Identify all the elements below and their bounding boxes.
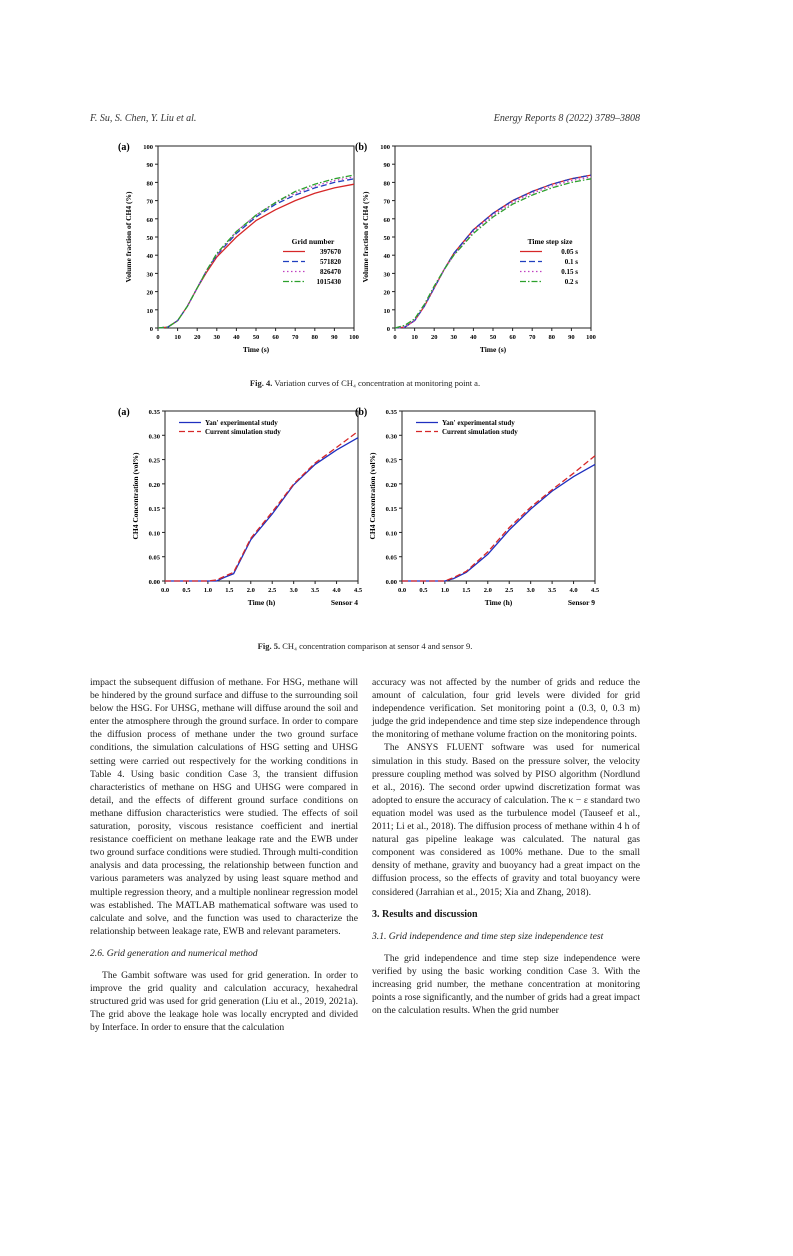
paragraph: accuracy was not affected by the number of grids and reduce the amount of calculation, four grid levels were divided for grid independence verification. Set monitoring point a (0.3, 0, 0.3 m) judge the grid independence and time step size independence through the monitoring of methane volume fraction on the monitoring points. (372, 677, 640, 741)
x-tick-label: 30 (213, 334, 221, 341)
legend-title: Time step size (527, 237, 573, 246)
y-tick-label: 10 (146, 307, 153, 315)
y-tick-label: 20 (383, 289, 390, 297)
series-line (165, 438, 358, 581)
x-tick-label: 3.5 (548, 587, 557, 594)
legend-entry: 0.15 s (561, 268, 578, 276)
y-tick-label: 70 (146, 198, 153, 206)
x-tick-label: 1.0 (203, 587, 212, 594)
y-tick-label: 0.05 (385, 554, 397, 562)
paragraph: The ANSYS FLUENT software was used for numerical simulation in this study. Based on the pressure solver, the velocity pressure coupling method was solved by PISO algorithm (Nordlund et al., 2016). The second order upwind discretization format was adopted to ensure the accuracy of calculation. The κ − ε standard two equation model was used as the turbulence model (Tauseef et al., 2011; Li et al., 2018). The diffusion process of methane within 4 h of natural gas pipeline leakage was calculated. The natural gas component was considered as 100% methane. Due to the small density of methane, gravity and buoyancy had a great impact on the diffusion process, so the effects of gravity and total buoyancy were considered (Jarrahian et al., 2015; Xia and Zhang, 2018). (372, 742, 640, 898)
x-tick-label: 50 (252, 334, 260, 341)
legend-entry: 826470 (320, 268, 341, 276)
y-tick-label: 0.10 (148, 530, 160, 538)
x-tick-label: 30 (450, 334, 458, 341)
y-tick-label: 30 (383, 271, 390, 279)
y-tick-label: 0.30 (148, 433, 160, 441)
fig5-caption (90, 641, 640, 651)
fig4-caption-text: Variation curves of CH₄ concentration at monitoring point a. (274, 378, 481, 388)
y-tick-label: 30 (146, 271, 153, 279)
running-header-authors: F. Su, S. Chen, Y. Liu et al. (90, 113, 197, 124)
x-tick-label: 70 (291, 334, 299, 341)
x-tick-label: 2.5 (268, 587, 277, 594)
fig5-caption-text: CH₄ concentration comparison at sensor 4 and sensor 9. (282, 641, 473, 651)
y-tick-label: 60 (383, 216, 390, 224)
x-tick-label: 0.0 (397, 587, 407, 594)
y-tick-label: 100 (380, 144, 390, 151)
x-axis-label: Time (s) (479, 345, 507, 354)
paragraph: impact the subsequent diffusion of methane. For HSG, methane will be hindered by the ground surface and diffuse to the surrounding soil below the HSG. For UHSG, methane will diffuse around the soil and enter the atmosphere through the ground surface. In order to compare the diffusion process of methane under the two ground surface conditions, the simulation calculations of HSG setting and UHSG setting were carried out respectively for the working conditions in Table 4. Using basic condition Case 3, the transient diffusion characteristics of methane on HSG and UHSG were compared in detail, and the effects of different ground surface conditions on methane diffusion characteristics were studied. The effects of soil saturation, porosity, viscous resistance coefficient and inertial resistance coefficient on methane leakage rate and the EWB under two ground surface conditions were studied. Through multi-condition analysis and data processing, the relationship between function and various parameters was analyzed by using least square method and multiple regression theory, and a multiple nonlinear regression model was established. The MATLAB mathematical software was used to calculate and solve, and the function was used to characterize the relationship between leakage rate, EWB and relevant parameters. (90, 677, 358, 937)
y-tick-label: 0.15 (385, 506, 397, 514)
x-tick-label: 80 (311, 334, 319, 341)
x-tick-label: 10 (174, 334, 181, 341)
y-tick-label: 20 (146, 289, 153, 297)
legend-entry: Current simulation study (442, 428, 518, 436)
x-tick-label: 2.5 (505, 587, 514, 594)
x-tick-label: 90 (331, 334, 338, 341)
legend-entry: 1015430 (316, 278, 341, 286)
y-tick-label: 0.10 (385, 530, 397, 538)
y-tick-label: 0 (149, 326, 153, 333)
x-tick-label: 4.5 (590, 587, 600, 594)
x-tick-label: 80 (548, 334, 556, 341)
x-axis-label: Time (h) (484, 598, 513, 607)
x-tick-label: 0 (393, 334, 397, 341)
fig4-panel-b-letter: (b) (355, 142, 368, 153)
x-tick-label: 90 (568, 334, 575, 341)
legend-entry: 0.2 s (564, 278, 578, 286)
x-tick-label: 50 (489, 334, 497, 341)
y-tick-label: 50 (146, 235, 153, 242)
x-tick-label: 4.0 (569, 587, 578, 594)
x-tick-label: 0.5 (419, 587, 428, 594)
x-tick-label: 3.5 (311, 587, 320, 594)
x-tick-label: 0 (156, 334, 160, 341)
x-tick-label: 1.5 (225, 587, 234, 594)
x-tick-label: 2.0 (246, 587, 255, 594)
x-tick-label: 20 (193, 334, 201, 341)
section-heading-3-1: 3.1. Grid independence and time step size independence test (372, 930, 604, 942)
body-column-left (90, 676, 358, 1034)
y-tick-label: 0.30 (385, 433, 397, 441)
y-axis-label: CH4 Concentration (vol%) (368, 452, 377, 540)
fig4-panel-a-letter: (a) (118, 142, 130, 153)
y-tick-label: 10 (383, 307, 390, 315)
y-tick-label: 100 (143, 144, 153, 151)
y-tick-label: 70 (383, 198, 390, 206)
fig4-caption-label: Fig. 4. (249, 378, 273, 388)
fig4-panel-b (361, 144, 596, 354)
series-line (165, 431, 358, 581)
x-tick-label: 20 (430, 334, 438, 341)
fig5-panel-b-letter: (b) (355, 407, 368, 418)
legend-entry: 0.05 s (561, 248, 578, 256)
x-tick-label: 60 (509, 334, 516, 341)
body-column-right (372, 676, 640, 1017)
y-tick-label: 0.20 (148, 481, 160, 489)
x-axis-label: Time (s) (242, 345, 270, 354)
x-tick-label: 1.5 (462, 587, 471, 594)
y-axis-label: Volume fraction of CH4 (%) (124, 191, 133, 283)
fig5-panel-a (131, 409, 363, 607)
legend-entry: 0.1 s (564, 258, 578, 266)
y-tick-label: 0 (386, 326, 390, 333)
fig5-panel-a-letter: (a) (118, 407, 130, 418)
y-tick-label: 0.00 (148, 579, 160, 586)
x-tick-label: 1.0 (440, 587, 449, 594)
x-tick-label: 70 (528, 334, 536, 341)
x-tick-label: 100 (586, 334, 596, 341)
y-tick-label: 90 (383, 162, 390, 170)
paragraph: The grid independence and time step size independence were verified by using the basic working condition Case 3. With the increasing grid number, the methane concentration at monitoring points a rose significantly, and the number of grids had a great impact on the calculation results. When the grid number (372, 952, 640, 1017)
running-header-journal: Energy Reports 8 (2022) 3789–3808 (493, 113, 640, 124)
y-tick-label: 0.05 (148, 554, 160, 562)
y-tick-label: 0.25 (148, 457, 160, 465)
paragraph: The Gambit software was used for grid generation. In order to improve the grid quality and calculation accuracy, hexahedral structured grid was used for grid generation (Liu et al., 2019, 2021a). The grid above the leakage hole was locally encrypted and divided by Interface. In order to ensure that the calculation (90, 969, 358, 1034)
y-axis-label: Volume fraction of CH4 (%) (361, 191, 370, 283)
x-tick-label: 40 (233, 334, 240, 341)
sensor-label: Sensor 9 (567, 598, 595, 607)
fig5-caption-label: Fig. 5. (257, 641, 281, 651)
fig4-caption (90, 378, 640, 388)
legend-entry: Current simulation study (205, 428, 281, 436)
sensor-label: Sensor 4 (330, 598, 358, 607)
plot-frame (402, 411, 595, 581)
legend-entry: 571820 (320, 258, 341, 266)
series-line (402, 456, 595, 581)
section-heading-3: 3. Results and discussion (372, 908, 478, 920)
x-tick-label: 10 (411, 334, 418, 341)
x-tick-label: 2.0 (483, 587, 492, 594)
series-line (402, 464, 595, 581)
y-tick-label: 0.35 (148, 409, 160, 416)
legend-entry: Yan' experimental study (205, 419, 278, 427)
x-tick-label: 0.5 (182, 587, 191, 594)
y-tick-label: 80 (146, 180, 153, 188)
x-axis-label: Time (h) (247, 598, 276, 607)
x-tick-label: 40 (470, 334, 477, 341)
fig4-panel-a (124, 144, 359, 354)
y-tick-label: 40 (383, 253, 390, 261)
x-tick-label: 0.0 (160, 587, 170, 594)
y-tick-label: 50 (383, 235, 390, 242)
y-axis-label: CH4 Concentration (vol%) (131, 452, 140, 540)
plot-frame (165, 411, 358, 581)
y-tick-label: 0.15 (148, 506, 160, 514)
legend-entry: Yan' experimental study (442, 419, 515, 427)
legend-title: Grid number (291, 237, 335, 246)
x-tick-label: 3.0 (526, 587, 535, 594)
y-tick-label: 0.20 (385, 481, 397, 489)
x-tick-label: 4.0 (332, 587, 341, 594)
fig5-panel-b (368, 409, 600, 607)
section-heading-2-6: 2.6. Grid generation and numerical method (90, 947, 258, 959)
y-tick-label: 40 (146, 253, 153, 261)
y-tick-label: 90 (146, 162, 153, 170)
y-tick-label: 0.00 (385, 579, 397, 586)
y-tick-label: 0.35 (385, 409, 397, 416)
y-tick-label: 80 (383, 180, 390, 188)
y-tick-label: 60 (146, 216, 153, 224)
legend-entry: 397670 (320, 248, 341, 256)
x-tick-label: 100 (349, 334, 359, 341)
x-tick-label: 60 (272, 334, 279, 341)
x-tick-label: 3.0 (289, 587, 298, 594)
x-tick-label: 4.5 (353, 587, 363, 594)
figure-5 (0, 395, 793, 655)
y-tick-label: 0.25 (385, 457, 397, 465)
